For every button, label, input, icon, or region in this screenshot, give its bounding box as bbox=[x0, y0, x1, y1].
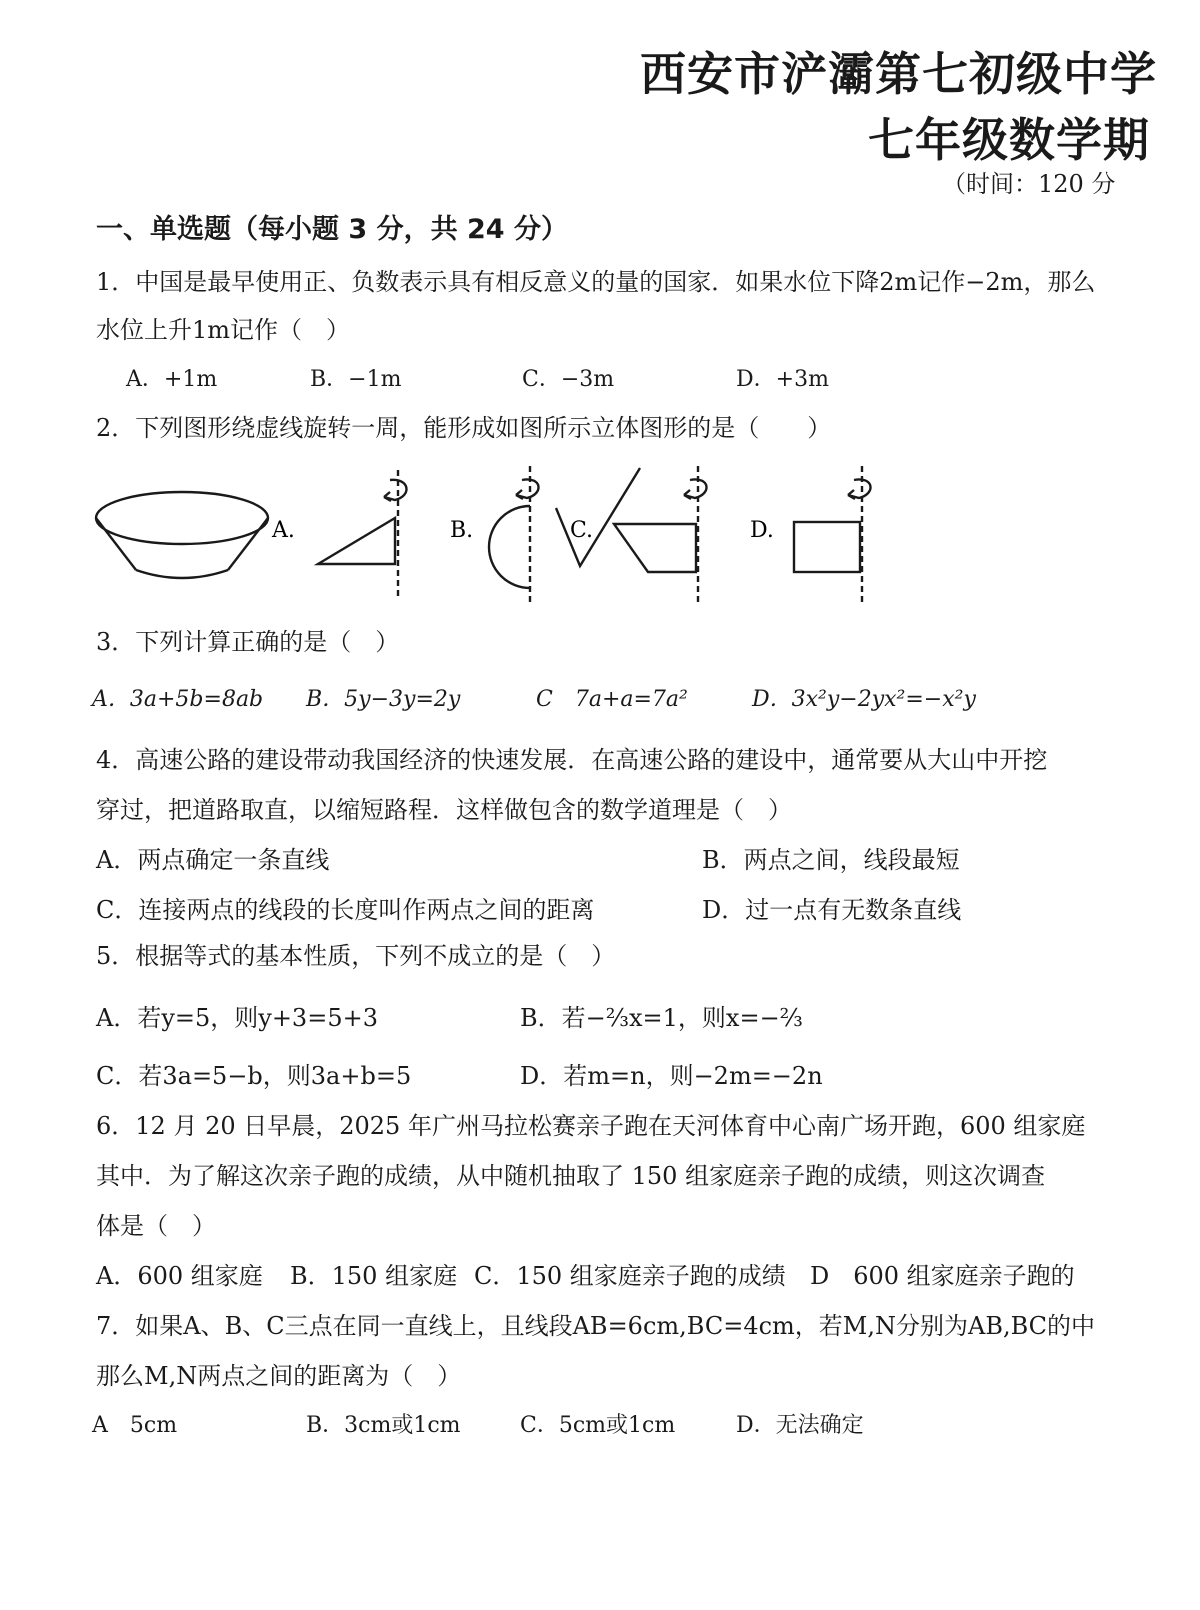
q1-option-c: C．−3m bbox=[522, 367, 615, 392]
q5-option-c: C．若3a=5−b，则3a+b=5 bbox=[96, 1062, 412, 1090]
q5-option-a: A．若y=5，则y+3=5+3 bbox=[96, 1004, 378, 1032]
option-b-shape bbox=[489, 466, 538, 604]
q2-label-c: C. bbox=[570, 518, 594, 543]
q4-option-c: C．连接两点的线段的长度叫作两点之间的距离 bbox=[96, 896, 595, 924]
q7-line1: 7．如果A、B、C三点在同一直线上，且线段AB=6cm,BC=4cm，若M,N分别为AB,BC的中 bbox=[96, 1312, 1096, 1340]
q1-option-d: D．+3m bbox=[736, 367, 829, 392]
q1-line2: 水位上升1m记作（ ） bbox=[96, 316, 351, 344]
time-note: （时间：120 分 bbox=[942, 170, 1116, 198]
q7-line2: 那么M,N两点之间的距离为（ ） bbox=[96, 1362, 462, 1390]
q7-option-b: B．3cm或1cm bbox=[306, 1413, 461, 1438]
q6-line3: 体是（ ） bbox=[96, 1212, 216, 1240]
q6-option-a: A．600 组家庭 bbox=[96, 1262, 263, 1290]
option-a-shape bbox=[318, 470, 406, 600]
exam-title-line2: 七年级数学期 bbox=[868, 113, 1150, 167]
q6-line2: 其中．为了解这次亲子跑的成绩，从中随机抽取了 150 组家庭亲子跑的成绩，则这次调查 bbox=[96, 1162, 1046, 1190]
q3-line1: 3．下列计算正确的是（ ） bbox=[96, 628, 400, 656]
frustum-figure bbox=[96, 492, 268, 578]
q7-option-c: C．5cm或1cm bbox=[520, 1413, 676, 1438]
q2-label-b: B. bbox=[450, 518, 474, 543]
q4-option-b: B．两点之间，线段最短 bbox=[702, 846, 960, 874]
q4-line2: 穿过，把道路取直，以缩短路程．这样做包含的数学道理是（ ） bbox=[96, 796, 792, 824]
q6-line1: 6．12 月 20 日早晨，2025 年广州马拉松赛亲子跑在天河体育中心南广场开跑，600 组家庭 bbox=[96, 1112, 1086, 1140]
q5-line1: 5．根据等式的基本性质，下列不成立的是（ ） bbox=[96, 942, 616, 970]
q1-option-a: A．+1m bbox=[126, 367, 218, 392]
q4-option-d: D．过一点有无数条直线 bbox=[702, 896, 962, 924]
q3-option-b: B．5y−3y=2y bbox=[306, 687, 461, 712]
q4-line1: 4．高速公路的建设带动我国经济的快速发展．在高速公路的建设中，通常要从大山中开挖 bbox=[96, 746, 1048, 774]
q3-option-d: D．3x²y−2yx²=−x²y bbox=[752, 687, 976, 712]
option-d-shape bbox=[794, 466, 870, 604]
q2-label-d: D. bbox=[750, 518, 774, 543]
q5-option-d: D．若m=n，则−2m=−2n bbox=[520, 1062, 823, 1090]
q3-option-c: C 7a+a=7a² bbox=[536, 687, 688, 712]
q5-option-b: B．若−⅔x=1，则x=−⅔ bbox=[520, 1004, 803, 1032]
q7-option-d: D．无法确定 bbox=[736, 1413, 864, 1438]
q7-option-a: A 5cm bbox=[92, 1413, 178, 1438]
q2-label-a: A. bbox=[272, 518, 295, 543]
q1-option-b: B．−1m bbox=[310, 367, 402, 392]
section-heading: 一、单选题（每小题 3 分，共 24 分） bbox=[96, 214, 568, 245]
q4-option-a: A．两点确定一条直线 bbox=[96, 846, 330, 874]
q3-option-a: A．3a+5b=8ab bbox=[92, 687, 264, 712]
q6-option-c: C．150 组家庭亲子跑的成绩 bbox=[474, 1262, 786, 1290]
exam-title-line1: 西安市浐灞第七初级中学 bbox=[640, 47, 1157, 101]
q6-option-b: B．150 组家庭 bbox=[290, 1262, 458, 1290]
q2-line1: 2．下列图形绕虚线旋转一周，能形成如图所示立体图形的是（ ） bbox=[96, 414, 832, 442]
q2-figures bbox=[0, 450, 1200, 630]
q1-line1: 1．中国是最早使用正、负数表示具有相反意义的量的国家．如果水位下降2m记作−2m，那么 bbox=[96, 268, 1096, 296]
q6-option-d: D 600 组家庭亲子跑的 bbox=[810, 1262, 1075, 1290]
